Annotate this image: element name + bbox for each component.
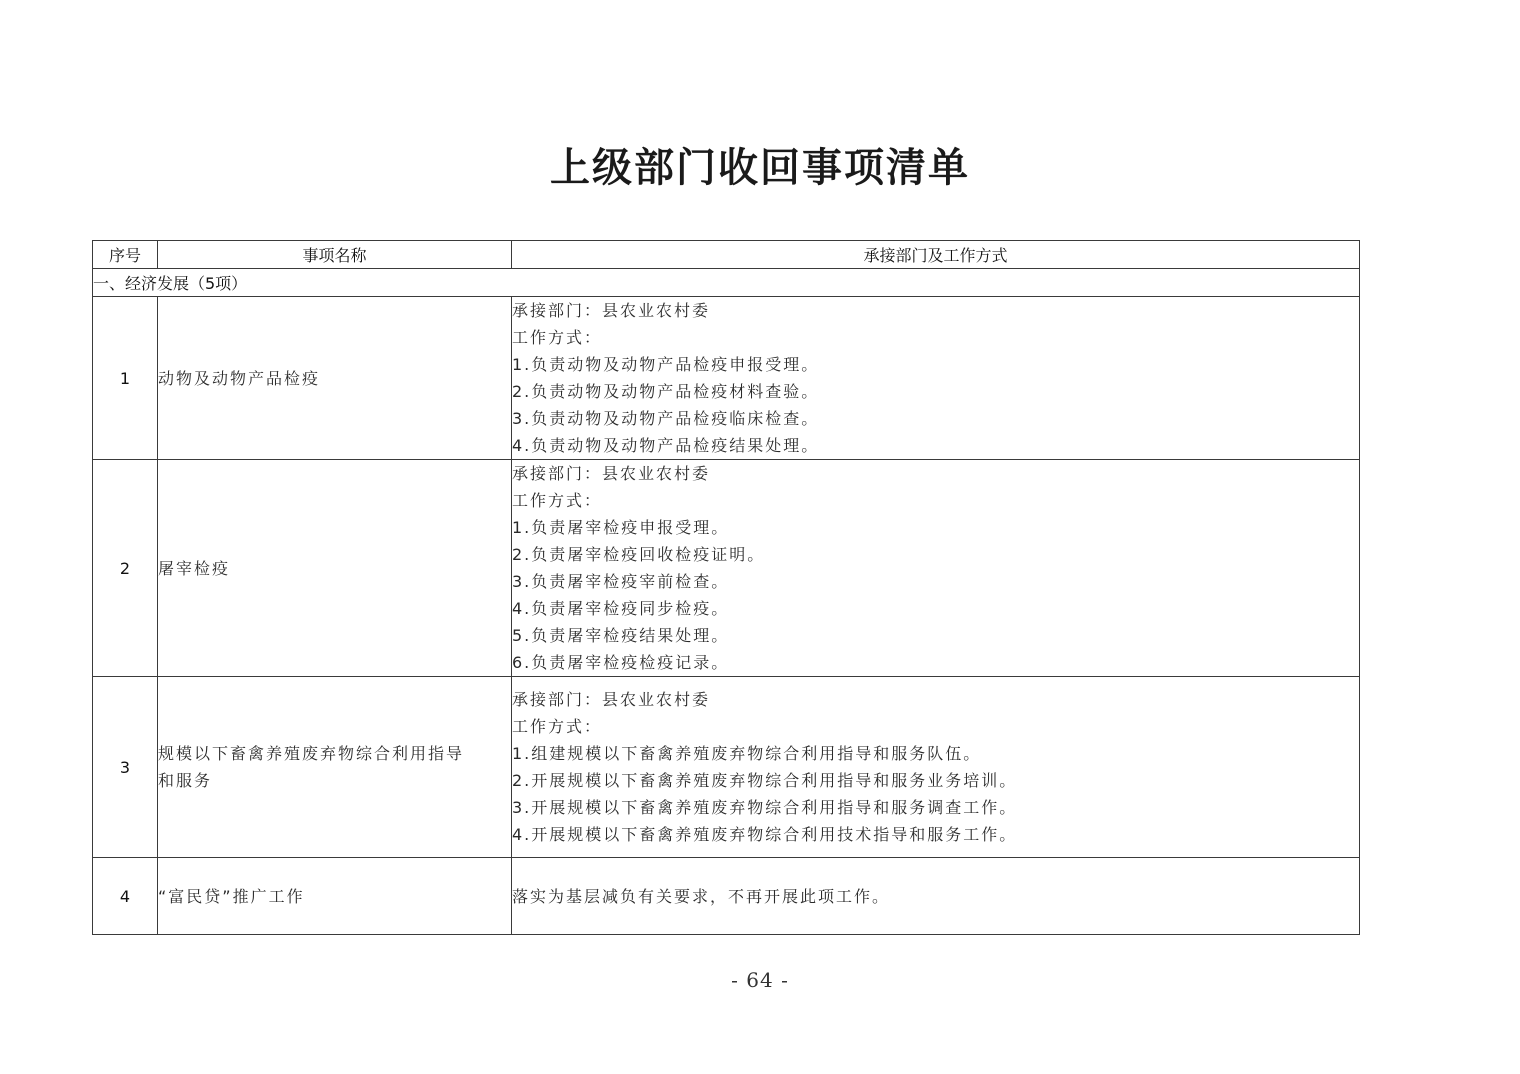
work-line: 4.负责屠宰检疫同步检疫。 [512,599,730,618]
row-item-name [158,460,512,677]
page-number: - 64 - [731,968,789,992]
section-label: 一、经济发展（5项） [93,269,1360,297]
work-line: 承接部门：县农业农村委 [512,464,711,483]
work-line: 6.负责屠宰检疫检疫记录。 [512,653,730,672]
row-seq: 1 [93,297,158,460]
item-name-line: 屠宰检疫 [158,558,231,578]
items-table [92,240,1360,935]
row-item-name [158,858,512,935]
row-seq: 3 [93,677,158,858]
work-line: 5.负责屠宰检疫结果处理。 [512,626,730,645]
header-seq: 序号 [93,241,158,269]
work-line: 工作方式： [512,717,603,736]
item-name-line: 规模以下畜禽养殖废弃物综合利用指导 [158,744,465,763]
row-seq: 2 [93,460,158,677]
work-line: 2.开展规模以下畜禽养殖废弃物综合利用指导和服务业务培训。 [512,771,1018,790]
table-row [93,460,1360,677]
work-line: 落实为基层减负有关要求，不再开展此项工作。 [512,886,891,906]
work-line: 4.开展规模以下畜禽养殖废弃物综合利用技术指导和服务工作。 [512,825,1018,844]
item-name-line: 和服务 [158,771,213,790]
table-row [93,858,1360,935]
row-work-method [512,297,1360,460]
item-name-line: “富民贷”推广工作 [158,886,305,906]
table-row [93,677,1360,858]
work-line: 工作方式： [512,491,603,510]
work-line: 工作方式： [512,328,603,347]
row-work-method [512,677,1360,858]
item-name-line: 动物及动物产品检疫 [158,368,321,388]
header-name: 事项名称 [158,241,512,269]
section-row [93,269,1360,297]
work-line: 承接部门：县农业农村委 [512,301,711,320]
work-line: 4.负责动物及动物产品检疫结果处理。 [512,436,820,455]
row-item-name [158,677,512,858]
work-line: 2.负责动物及动物产品检疫材料查验。 [512,382,820,401]
work-line: 1.负责动物及动物产品检疫申报受理。 [512,355,820,374]
table-header-row [93,241,1360,269]
page-title: 上级部门收回事项清单 [550,144,970,191]
work-line: 3.负责动物及动物产品检疫临床检查。 [512,409,820,428]
work-line: 3.开展规模以下畜禽养殖废弃物综合利用指导和服务调查工作。 [512,798,1018,817]
work-line: 承接部门：县农业农村委 [512,690,711,709]
row-seq: 4 [93,858,158,935]
row-item-name [158,297,512,460]
work-line: 3.负责屠宰检疫宰前检查。 [512,572,730,591]
header-work: 承接部门及工作方式 [512,241,1360,269]
table-row [93,297,1360,460]
row-work-method [512,460,1360,677]
work-line: 1.负责屠宰检疫申报受理。 [512,518,730,537]
work-line: 1.组建规模以下畜禽养殖废弃物综合利用指导和服务队伍。 [512,744,982,763]
row-work-method [512,858,1360,935]
work-line: 2.负责屠宰检疫回收检疫证明。 [512,545,766,564]
